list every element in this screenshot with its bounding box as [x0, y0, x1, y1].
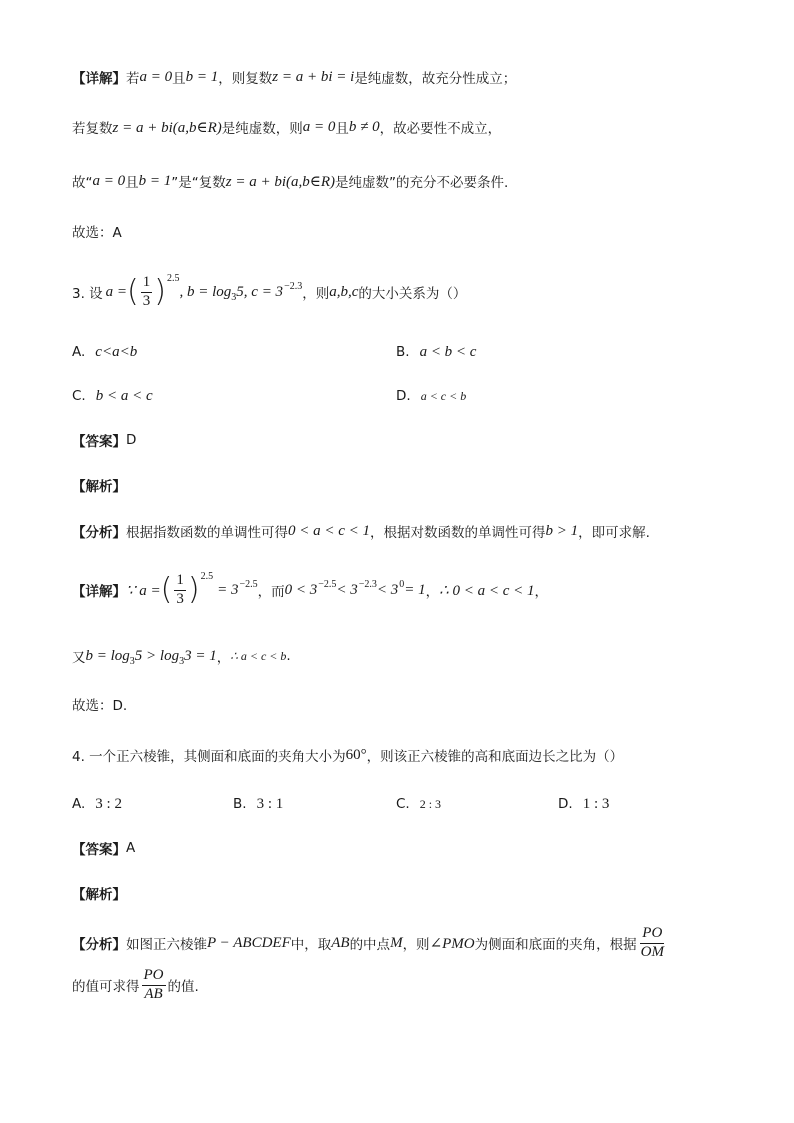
fraction: $\frac{1}{3}$ — [142, 273, 151, 309]
solution-line-2: 若复数 z = a + bi(a,b∈R) 是纯虚数，则 a = 0 且 b ≠ 0 ，故必要性不成立， — [72, 118, 502, 137]
math-expr: a = 0 — [139, 68, 173, 85]
analysis-tag-q4: 【解析】 — [72, 887, 126, 903]
fenxi-line-q4: 【分析】 如图正六棱锥 P − ABCDEF 中，取 AB 的中点 M ，则 ∠PMO 为侧面和底面的夹角，根据 $\frac{PO}{OM}$ — [72, 924, 664, 960]
analysis-tag-q3: 【解析】 — [72, 479, 126, 495]
math-expr: b ≠ 0 — [348, 118, 380, 135]
option-b[interactable]: B. 3 : 1 — [233, 795, 284, 812]
exponent: 2.5 — [166, 272, 180, 284]
math-expr: b = 1 — [138, 172, 172, 189]
solution-line-1: 【详解】 若 a = 0 且 b = 1 ，则复数 z = a + bi = i 是纯虚数，故充分性成立； — [72, 68, 517, 87]
math-expr: z = a + bi(a,b∈R) — [225, 173, 336, 190]
question-number: 4. 一个正六棱锥，其侧面和底面的夹角大小为 — [72, 749, 346, 765]
fraction: $\frac{PO}{OM}$ — [640, 924, 664, 960]
option-b[interactable]: B. a < b < c — [396, 343, 477, 360]
you-line-q3: 又 b = log 3 5 > log 3 3 = 1 ， ∴ a < c < b . — [72, 647, 291, 667]
option-d[interactable]: D. a < c < b — [396, 388, 467, 404]
math-expr: z = a + bi = i — [272, 68, 355, 85]
tag-xiangjie: 【详解】 — [72, 71, 126, 87]
fraction: $\frac{PO}{AB}$ — [143, 966, 164, 1002]
math-expr: a = 0 — [92, 172, 126, 189]
math-expr: b = 1 — [185, 68, 219, 85]
exponent: −2.3 — [284, 280, 303, 292]
math-expr: a = 0 — [302, 118, 336, 135]
choose-line-q2: 故选：A — [72, 225, 122, 241]
question-number: 3. 设 — [72, 286, 103, 302]
answer-value: D — [126, 432, 137, 448]
answer-line-q4 — [72, 836, 135, 860]
math-expr: z = a + bi(a,b∈R) — [112, 119, 222, 136]
tag-fenxi: 【分析】 — [72, 937, 126, 953]
option-d[interactable]: D. 1 : 3 — [558, 795, 610, 812]
solution-line-3: 故“ a = 0 且 b = 1 ”是“复数 z = a + bi(a,b∈R) 是纯虚数”的充分不必要条件. — [72, 172, 509, 191]
choose-line-q3: 故选：D. — [72, 698, 128, 714]
log-base: 3 — [231, 291, 237, 303]
question-4-stem: 4. 一个正六棱锥，其侧面和底面的夹角大小为 60° ，则该正六棱锥的高和底面边长之比为（） — [72, 746, 624, 765]
option-c[interactable]: C. b < a < c — [72, 387, 153, 404]
tag-xiangjie: 【详解】 — [72, 584, 126, 600]
fraction: $\frac{1}{3}$ — [176, 571, 184, 607]
tag-answer: 【答案】 — [72, 434, 126, 450]
answer-value: A — [126, 840, 136, 856]
option-c[interactable]: C. 2 : 3 — [396, 796, 442, 812]
fenxi-line-q3: 【分析】 根据指数函数的单调性可得 0 < a < c < 1 ，根据对数函数的单调性可得 b > 1 ，即可求解. — [72, 522, 650, 541]
tag-answer: 【答案】 — [72, 842, 126, 858]
xiangjie-line-q3: 【详解】 ∵ a = ( $\frac{1}{3}$ ) 2.5 = 3 −2.5 ，而 0 < 3 −2.5 < 3 −2.3 < 3 0 = 1 ， ∴ 0 < a < c < 1 ， — [72, 570, 548, 607]
fenxi-line-q4-cont: 的值可求得 $\frac{PO}{AB}$ 的值. — [72, 966, 199, 1002]
tag-fenxi: 【分析】 — [72, 525, 126, 541]
answer-line-q3 — [72, 428, 136, 452]
option-a[interactable]: A. 3 : 2 — [72, 795, 122, 812]
option-a[interactable]: A. c<a<b — [72, 343, 138, 360]
question-3-stem: 3. 设 a = ( $\frac{1}{3}$ ) 2.5 , b = log 3 5, c = 3 −2.3 ，则 a,b,c 的大小关系为（） — [72, 272, 467, 309]
